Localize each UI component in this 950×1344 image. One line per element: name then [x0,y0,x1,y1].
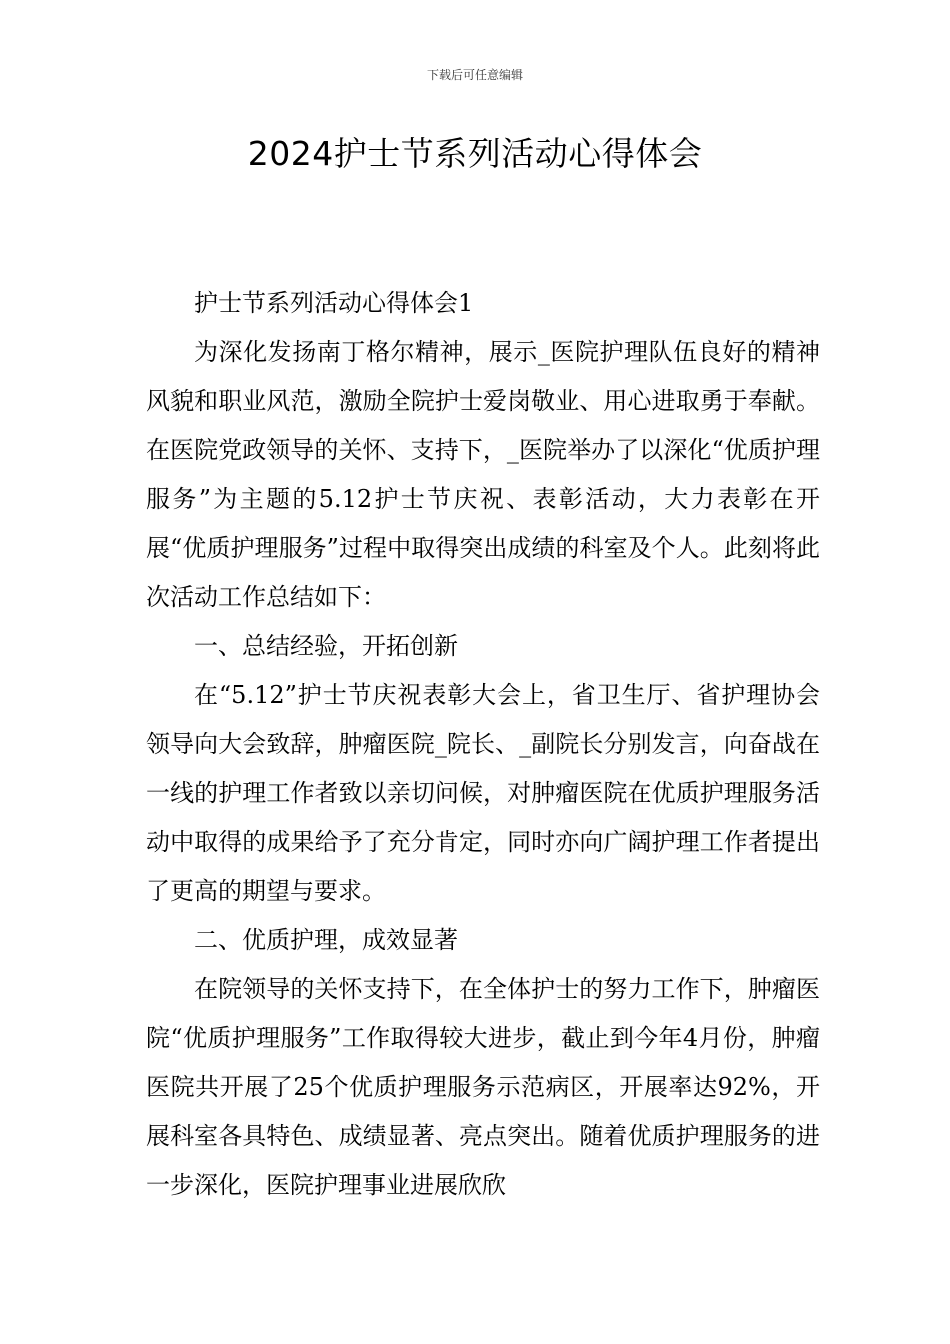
document-body [146,279,820,1210]
section-heading: 二、优质护理，成效显著 [194,926,458,954]
section-heading: 一、总结经验，开拓创新 [194,632,458,660]
header-note: 下载后可任意编辑 [426,68,523,82]
body-paragraph: 在“5.12”护士节庆祝表彰大会上，省卫生厅、省护理协会领导向大会致辞，肿瘤医院_院长、_副院长分别发言，向奋战在一线的护理工作者致以亲切问候，对肿瘤医院在优质护理服务活动中取得的成果给予了充分肯定，同时亦向广阔护理工作者提出了更高的期望与要求。 [146,681,820,905]
body-paragraph: 在院领导的关怀支持下，在全体护士的努力工作下，肿瘤医院“优质护理服务”工作取得较大进步，截止到今年4月份，肿瘤医院共开展了25个优质护理服务示范病区，开展率达92%，开展科室各具特色、成绩显著、亮点突出。随着优质护理服务的进一步深化，医院护理事业进展欣欣 [146,975,820,1199]
body-paragraph: 为深化发扬南丁格尔精神，展示_医院护理队伍良好的精神风貌和职业风范，激励全院护士爱岗敬业、用心进取勇于奉献。在医院党政领导的关怀、支持下，_医院举办了以深化“优质护理服务”为主题的5.12护士节庆祝、表彰活动，大力表彰在开展“优质护理服务”过程中取得突出成绩的科室及个人。此刻将此次活动工作总结如下： [146,338,820,611]
section-heading: 护士节系列活动心得体会1 [194,289,474,317]
document-title: 2024护士节系列活动心得体会 [247,134,703,173]
